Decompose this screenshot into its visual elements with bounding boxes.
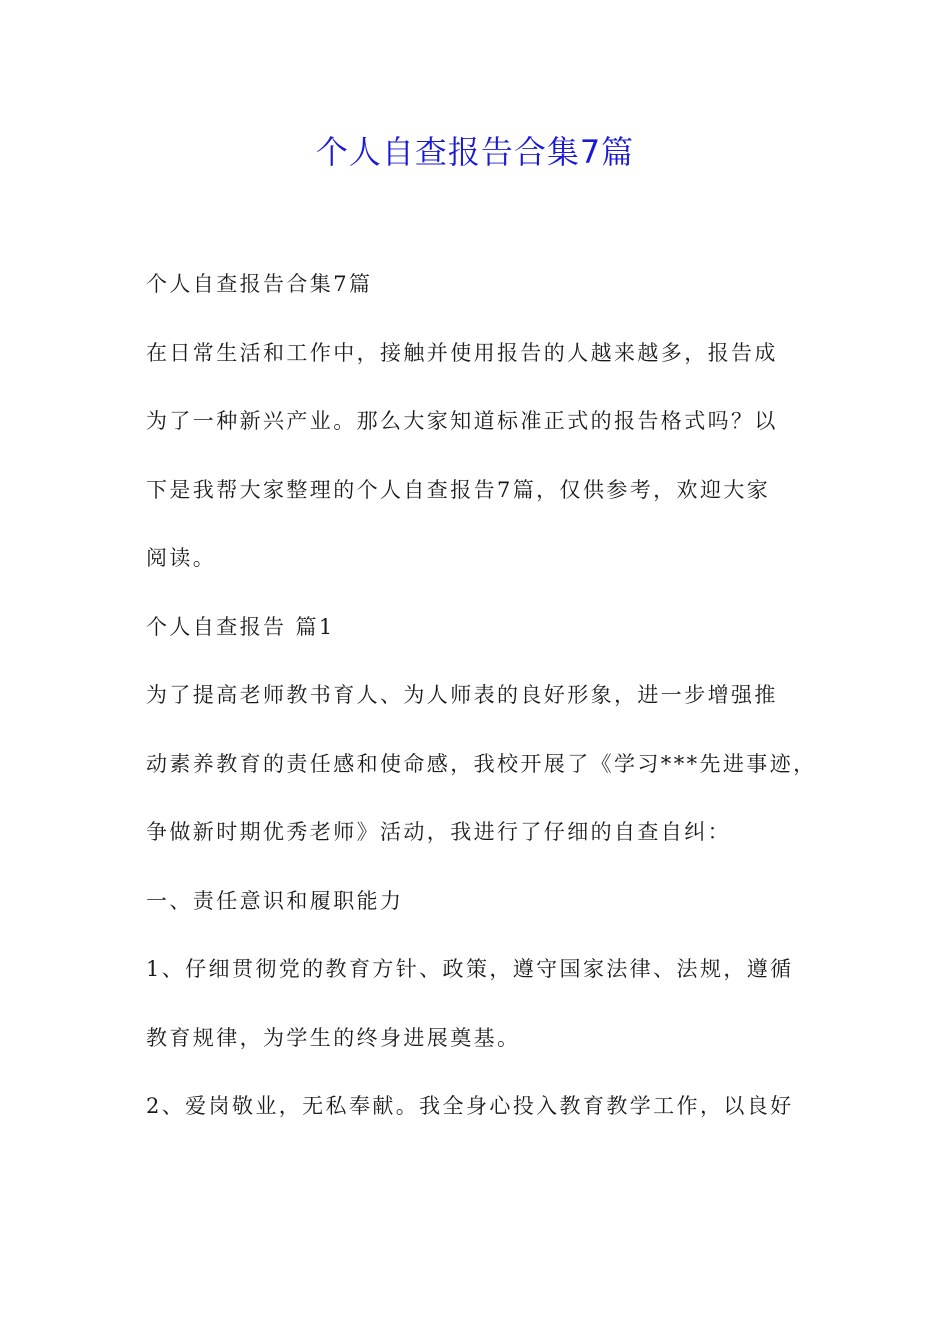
section-heading: 个人自查报告 篇1 <box>146 614 335 639</box>
subtitle-line: 个人自查报告合集7篇 <box>146 272 373 296</box>
paragraph-line: 为了提高老师教书育人、为人师表的良好形象，进一步增强推 <box>146 683 778 707</box>
paragraph-line: 动素养教育的责任感和使命感，我校开展了《学习***先进事迹， <box>146 751 816 776</box>
paragraph-line: 争做新时期优秀老师》活动，我进行了仔细的自查自纠： <box>146 820 731 844</box>
paragraph-line: 下是我帮大家整理的个人自查报告7篇，仅供参考，欢迎大家 <box>146 477 771 502</box>
paragraph-line: 2、爱岗敬业，无私奉献。我全身心投入教育教学工作，以良好 <box>146 1094 794 1118</box>
paragraph-line: 1、仔细贯彻党的教育方针、政策，遵守国家法律、法规，遵循 <box>146 957 794 981</box>
document-title: 个人自查报告合集7篇 <box>315 133 635 171</box>
paragraph-line: 在日常生活和工作中，接触并使用报告的人越来越多，报告成 <box>146 340 778 365</box>
document-body <box>146 266 816 1157</box>
paragraph-line: 教育规律，为学生的终身进展奠基。 <box>146 1025 521 1050</box>
paragraph-line: 阅读。 <box>146 546 217 570</box>
paragraph-line: 为了一种新兴产业。那么大家知道标准正式的报告格式吗？以 <box>146 409 778 433</box>
subsection-heading: 一、责任意识和履职能力 <box>146 888 404 913</box>
